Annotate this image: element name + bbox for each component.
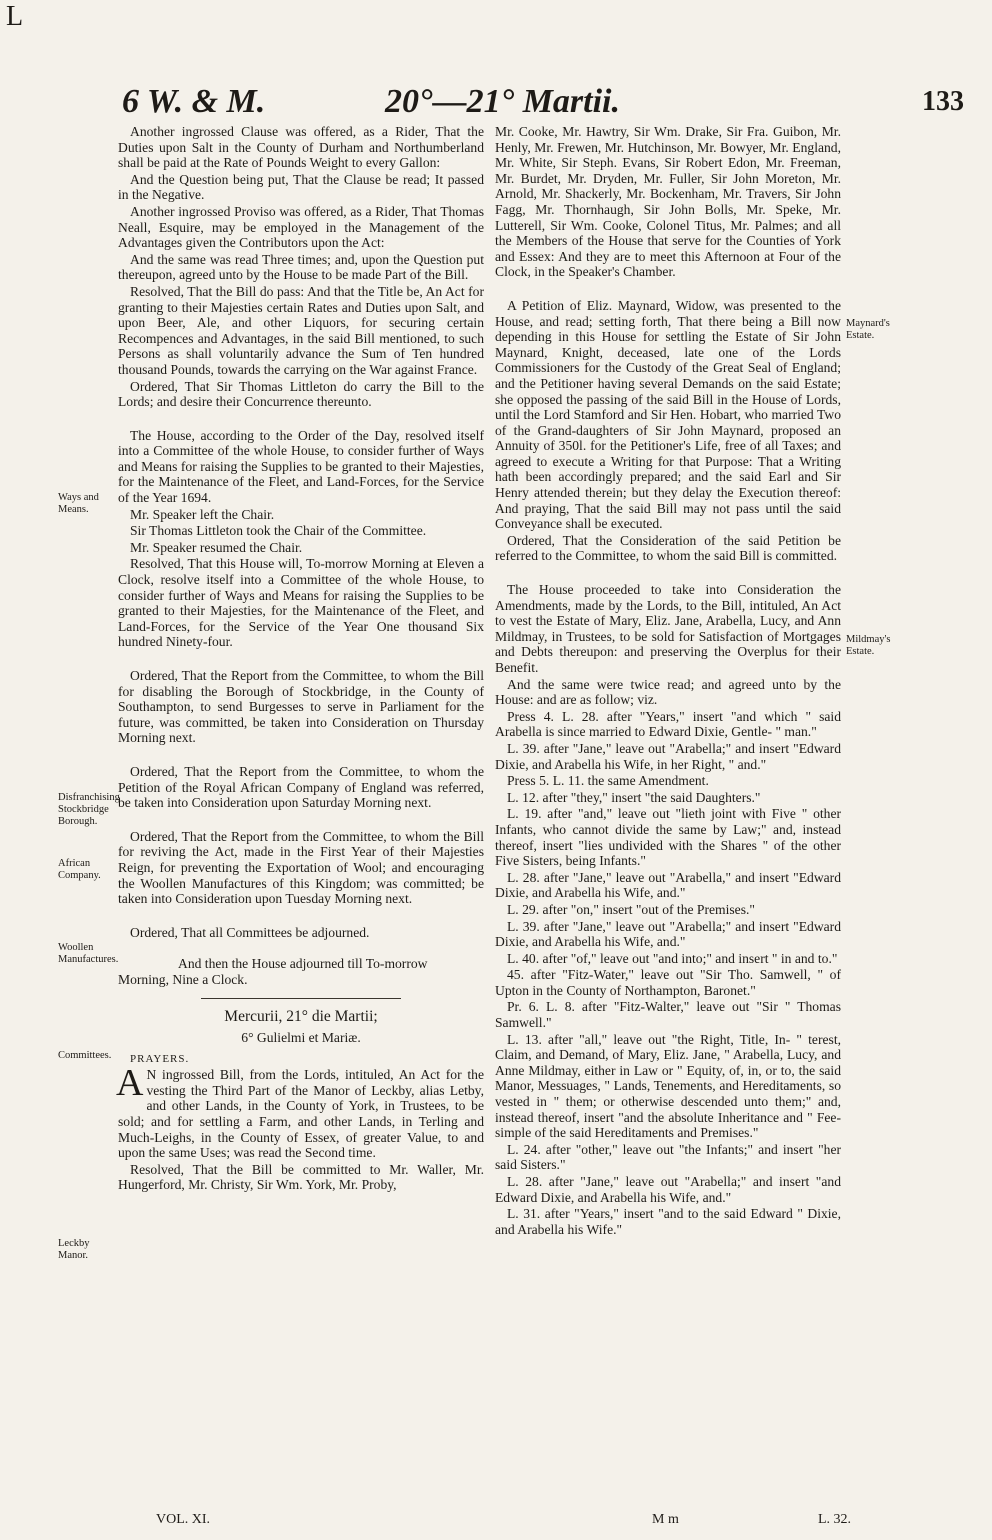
margin-note-maynard: Maynard's Estate. xyxy=(846,318,890,341)
paragraph: Another ingrossed Proviso was offered, as a Rider, That Thomas Neall, Esquire, may be employed in the Management of the Advantages given the Contributors upon the Act: xyxy=(118,203,484,251)
margin-note-leckby: Leckby Manor. xyxy=(58,1238,90,1261)
paragraph: Sir Thomas Littleton took the Chair of the Committee. xyxy=(130,523,427,539)
margin-note-ways-means: Ways and Means. xyxy=(58,492,99,515)
margin-note-committees: Committees. xyxy=(58,1050,112,1061)
margin-note-african: African Company. xyxy=(58,858,101,881)
page-number: 133 xyxy=(922,86,964,117)
paragraph: 45. after "Fitz-Water," leave out "Sir Tho. Samwell, " of Upton in the County of Northampton, Baronet." xyxy=(495,967,841,998)
paragraph: Press 4. L. 28. after "Years," insert "and which " said Arabella is since married to Edward Dixie, Gentle- " man." xyxy=(495,708,841,740)
paragraph: L. 31. after "Years," insert "and to the said Edward " Dixie, and Arabella his Wife." xyxy=(495,1206,841,1237)
paragraph: Press 5. L. 11. the same Amendment. xyxy=(507,773,709,789)
paragraph: Another ingrossed Clause was offered, as a Rider, That the Duties upon Salt in the County of Durham and Northumberland shall be paid at the Rate of Pounds Weight to every Gallon: xyxy=(118,124,484,171)
paragraph: L. 13. after "all," leave out "the Right, Title, In- " terest, Claim, and Demand, of Mary, Eliz. Jane, " Arabella, Lucy, and Anne Mildmay, either in Law or " Equity, of, in, or to, the said Manor, Messuages, " Lands, Tenements, and Hereditaments, so vested in " them; or otherwise descended unto them;" and, instead thereof, insert "and the absolute Inheritance and " Fee-simple of the said Hereditaments and Premises." xyxy=(495,1031,841,1141)
paragraph: Resolved, That this House will, To-morrow Morning at Eleven a Clock, resolve itself into a Committee of the whole House, to consider further of Ways and Means for raising the Supplies to be granted to their Majesties, for the Maintenance of the Fleet, and Land-Forces, for the Service of the Year One thousand Six hundred Ninety-four. xyxy=(118,556,484,650)
paragraph: Ordered, That Sir Thomas Littleton do carry the Bill to the Lords; and desire their Concurrence thereunto. xyxy=(118,378,484,410)
signature-mark: M m xyxy=(652,1512,679,1527)
divider xyxy=(201,998,401,999)
adjournment: And then the House adjourned till To-morrow Morning, Nine a Clock. xyxy=(118,956,428,987)
paragraph: L. 28. after "Jane," leave out "Arabella," and insert "Edward Dixie, and Arabella his Wife, and." xyxy=(495,869,841,901)
drop-cap: A xyxy=(116,1062,144,1105)
paragraph: Ordered, That the Report from the Committee, to whom the Bill for disabling the Borough of Stockbridge, in the County of Southampton, to send Burgesses to serve in Parliament for the future, was committed, be taken into Consideration on Thursday Morning next. xyxy=(118,668,484,746)
paragraph xyxy=(116,1062,484,1161)
catchword: L. 32. xyxy=(818,1512,852,1527)
date-header: 20°—21° Martii. xyxy=(385,83,620,120)
paragraph: Ordered, That the Consideration of the said Petition be referred to the Committee, to whom the said Bill is committed. xyxy=(495,532,841,564)
volume-mark: VOL. XI. xyxy=(156,1512,211,1527)
paragraph: L. 40. after "of," leave out "and into;" and insert " in and to." xyxy=(507,950,838,966)
paragraph: Mr. Cooke, Mr. Hawtry, Sir Wm. Drake, Sir Fra. Guibon, Mr. Henly, Mr. Frewen, Mr. Hutchinson, Mr. Bowyer, Mr. England, Mr. White, Sir Steph. Evans, Sir Robert Edon, Mr. Freeman, Mr. Burdet, Mr. Dryden, Mr. Fuller, Sir John Moreton, Mr. Arnold, Mr. Shackerly, Mr. Bockenham, Mr. Travers, Sir John Fagg, Mr. Thornhaugh, Sir John Bolls, Mr. Speke, Mr. Lutterell, Sir Wm. Cooke, Colonel Titus, Mr. Palmes; and all the Members of the House that serve for the Counties of York and Essex: And they are to meet this Afternoon at Four of the Clock, in the Speaker's Chamber. xyxy=(495,124,841,280)
paragraph: L. 12. after "they," insert "the said Daughters." xyxy=(507,789,761,805)
paragraph: Mr. Speaker left the Chair. xyxy=(130,506,275,522)
paragraph: The House proceeded to take into Consideration the Amendments, made by the Lords, to the Bill, intituled, An Act to vest the Estate of Mary, Eliz. Jane, Arabella, Lucy, and Ann Mildmay, in Trustees, to be sold for Satisfaction of Mortgages and Debts thereupon: and preserving the Overplus for their Benefit. xyxy=(495,582,841,675)
prayers-heading: PRAYERS. xyxy=(130,1052,190,1065)
right-column xyxy=(495,124,841,1238)
day-heading: Mercurii, 21° die Martii; xyxy=(224,1007,378,1025)
session-header: 6 W. & M. xyxy=(122,83,266,120)
left-column xyxy=(118,124,484,1194)
paragraph: And the Question being put, That the Clause be read; It passed in the Negative. xyxy=(118,171,484,203)
paragraph: Ordered, That the Report from the Committee, to whom the Petition of the Royal African Company of England was referred, be taken into Consideration upon Saturday Morning next. xyxy=(118,763,484,811)
paragraph: Ordered, That all Committees be adjourned. xyxy=(130,924,370,940)
regnal-year: 6° Gulielmi et Mariæ. xyxy=(241,1030,361,1046)
paragraph: Resolved, That the Bill be committed to Mr. Waller, Mr. Hungerford, Mr. Christy, Sir Wm. York, Mr. Proby, xyxy=(118,1161,484,1193)
corner-mark: L xyxy=(6,1,24,32)
paragraph: L. 29. after "on," insert "out of the Premises." xyxy=(507,901,755,917)
paragraph: Ordered, That the Report from the Committee, to whom the Bill for reviving the Act, made in the First Year of their Majesties Reign, for preventing the Exportation of Wool; and encouraging the Woollen Manufactures of this Kingdom; was committed; be taken into Consideration upon Tuesday Morning next. xyxy=(118,828,484,907)
paragraph: L. 24. after "other," leave out "the Infants;" and insert "her said Sisters." xyxy=(495,1141,841,1173)
paragraph-text: N ingrossed Bill, from the Lords, intituled, An Act for the vesting the Third Part of the Manor of Leckby, alias Letby, and other Lands, in the County of York, in Trustees, to be sold; and for settling a Farm, and other Lands, in Terling and Much-Leighs, in the County of Essex, of greater Value, to and upon the same Uses; was read the Second time. xyxy=(118,1067,484,1161)
margin-note-mildmay: Mildmay's Estate. xyxy=(846,634,891,657)
paragraph: A Petition of Eliz. Maynard, Widow, was presented to the House, and read; setting forth, That there being a Bill now depending in this House for settling the Estate of Sir John Maynard, Knight, deceased, late one of the Lords Commissioners for the Custody of the Great Seal of England; and the Petitioner having several Demands on the said Estate; she opposed the passing of the said Bill in the House of Lords, until the Lord Stamford and Sir Hen. Hobart, who married Two of the Grand-daughters of Sir John Maynard, proposed an Annuity of 350l. for the Petitioner's Life, free of all Taxes; and agreed to execute a Writing for that Purpose: That a Writing hath been accordingly prepared; and the said Earl and Sir Henry attended therein; but they delay the Execution thereof: And praying, That the said Bill may not pass until the said Conveyance shall be executed. xyxy=(495,297,841,532)
paragraph: L. 19. after "and," leave out "lieth joint with Five " other Infants, who cannot divide the same by Law;" and, instead thereof, insert "lies undivided with the Shares " of the other Five Sisters, being Infants." xyxy=(495,806,841,869)
paragraph: The House, according to the Order of the Day, resolved itself into a Committee of the whole House, to consider further of Ways and Means for raising the Supplies to be granted to their Majesties, for the Maintenance of the Fleet, and Land-Forces, for the Service of the Year 1694. xyxy=(118,427,484,506)
paragraph: Resolved, That the Bill do pass: And that the Title be, An Act for granting to their Majesties certain Rates and Duties upon Salt, and upon Beer, Ale, and other Liquors, for securing certain Recompences and Advantages, in the said Bill mentioned, to such Persons as shall voluntarily advance the Sum of Ten hundred thousand Pounds, towards the carrying on the War against France. xyxy=(118,283,484,377)
margin-note-woollen: Woollen Manufactures. xyxy=(58,942,119,965)
paragraph: L. 39. after "Jane," leave out "Arabella;" and insert "Edward Dixie, and Arabella his Wife, in her Right, " and." xyxy=(495,740,841,772)
paragraph: Pr. 6. L. 8. after "Fitz-Walter," leave out "Sir " Thomas Samwell." xyxy=(495,999,841,1031)
paragraph: And the same were twice read; and agreed unto by the House: and are as follow; viz. xyxy=(495,676,841,708)
paragraph: And the same was read Three times; and, upon the Question put thereupon, agreed unto by the House to be made Part of the Bill. xyxy=(118,251,484,283)
paragraph: L. 39. after "Jane," leave out "Arabella;" and insert "Edward Dixie, and Arabella his Wife, and." xyxy=(495,918,841,950)
paragraph: L. 28. after "Jane," leave out "Arabella;" and insert "and Edward Dixie, and Arabella his Wife, and." xyxy=(495,1174,841,1205)
paragraph: Mr. Speaker resumed the Chair. xyxy=(130,539,303,555)
margin-note-stockbridge: Disfranchising Stockbridge Borough. xyxy=(58,792,120,827)
